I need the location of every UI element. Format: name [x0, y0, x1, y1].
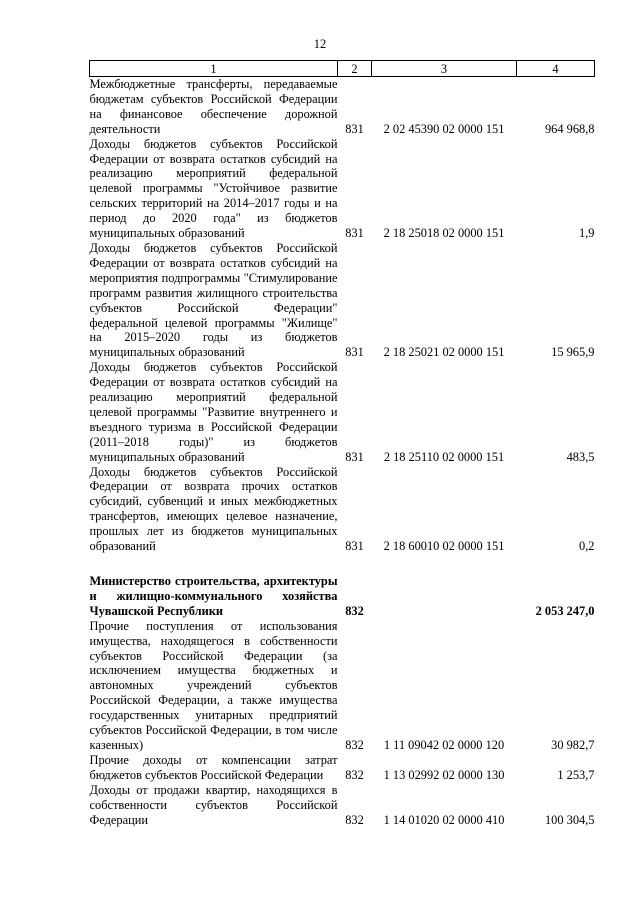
row-amount: 30 982,7: [551, 737, 595, 752]
row-admin-code: 832: [345, 812, 364, 827]
table-row: [90, 619, 595, 753]
row-admin-code: 831: [345, 345, 364, 360]
table-row: [90, 360, 595, 464]
row-amount: 1 253,7: [557, 767, 595, 782]
row-budget-code: 1 11 09042 02 0000 120: [383, 737, 505, 752]
row-admin-code: 832: [345, 737, 364, 752]
row-amount: 1,9: [579, 226, 595, 241]
row-admin-code: 832: [345, 767, 364, 782]
ministry-admin-code: 832: [345, 603, 364, 618]
row-amount: 964 968,8: [544, 121, 595, 136]
row-description: Прочие поступления от использования имущества, находящегося в собственности субъектов Российской Федерации (за исключением имущества бюджетных и автономных учреждений субъектов Российской Федерации, а также имущества государственных унитарных предприятий субъектов Российской Федерации, в том числе казенных): [89, 618, 338, 752]
row-amount: 483,5: [566, 449, 595, 464]
row-amount: 0,2: [579, 539, 595, 554]
ministry-total-amount: 2 053 247,0: [535, 603, 595, 618]
row-admin-code: 831: [345, 449, 364, 464]
row-budget-code: 2 18 25018 02 0000 151: [383, 226, 505, 241]
row-amount: 100 304,5: [544, 812, 595, 827]
table-row: [90, 753, 595, 783]
table-row: [90, 77, 595, 137]
row-description: Доходы бюджетов субъектов Российской Федерации от возврата остатков субсидий на реализацию мероприятий федеральной целевой программы "Устойчивое развитие сельских территорий на 2014–2017 годы и на период до 2020 года" из бюджетов муниципальных образований: [89, 136, 338, 241]
row-admin-code: 831: [345, 539, 364, 554]
header-col-1: 1: [90, 61, 338, 77]
table-row: [90, 241, 595, 360]
section-spacer: [90, 554, 595, 574]
row-budget-code: 2 18 25021 02 0000 151: [383, 345, 505, 360]
revenue-table: [89, 60, 595, 827]
ministry-heading-row: [90, 574, 595, 619]
page-number: 12: [313, 37, 327, 51]
row-budget-code: 1 13 02992 02 0000 130: [383, 767, 505, 782]
row-description: Доходы бюджетов субъектов Российской Федерации от возврата остатков субсидий на мероприятия подпрограммы "Стимулирование программ развития жилищного строительства субъектов Российской Федерации" федеральной целевой программы "Жилище" на 2015–2020 годы из бюджетов муниципальных образований: [89, 240, 338, 360]
header-col-4: 4: [517, 61, 595, 77]
row-amount: 15 965,9: [551, 345, 595, 360]
row-budget-code: 2 18 25110 02 0000 151: [383, 449, 505, 464]
row-description: Доходы от продажи квартир, находящихся в собственности субъектов Российской Федерации: [89, 782, 338, 827]
table-header-row: [90, 61, 595, 77]
row-description: Прочие доходы от компенсации затрат бюджетов субъектов Российской Федерации: [89, 752, 338, 782]
row-budget-code: 2 02 45390 02 0000 151: [383, 121, 505, 136]
row-description: Доходы бюджетов субъектов Российской Федерации от возврата прочих остатков субсидий, субвенций и иных межбюджетных трансфертов, имеющих целевое назначение, прошлых лет из бюджетов муниципальных образований: [89, 464, 338, 554]
row-description: Межбюджетные трансферты, передаваемые бюджетам субъектов Российской Федерации на финансовое обеспечение дорожной деятельности: [89, 77, 338, 136]
table-row: [90, 783, 595, 828]
row-budget-code: 2 18 60010 02 0000 151: [383, 539, 505, 554]
table-row: [90, 465, 595, 554]
table-row: [90, 137, 595, 241]
header-col-2: 2: [338, 61, 372, 77]
row-budget-code: 1 14 01020 02 0000 410: [383, 812, 505, 827]
row-admin-code: 831: [345, 121, 364, 136]
row-admin-code: 831: [345, 226, 364, 241]
ministry-budget-code: [372, 574, 517, 619]
row-description: Доходы бюджетов субъектов Российской Федерации от возврата остатков субсидий на реализацию мероприятий федеральной целевой программы "Развитие внутреннего и въездного туризма в Российской Федерации (2011–2018 годы)" из бюджетов муниципальных образований: [89, 360, 338, 464]
header-col-3: 3: [372, 61, 517, 77]
ministry-name: Министерство строительства, архитектуры и жилищно-коммунального хозяйства Чувашской Республики: [89, 574, 338, 618]
